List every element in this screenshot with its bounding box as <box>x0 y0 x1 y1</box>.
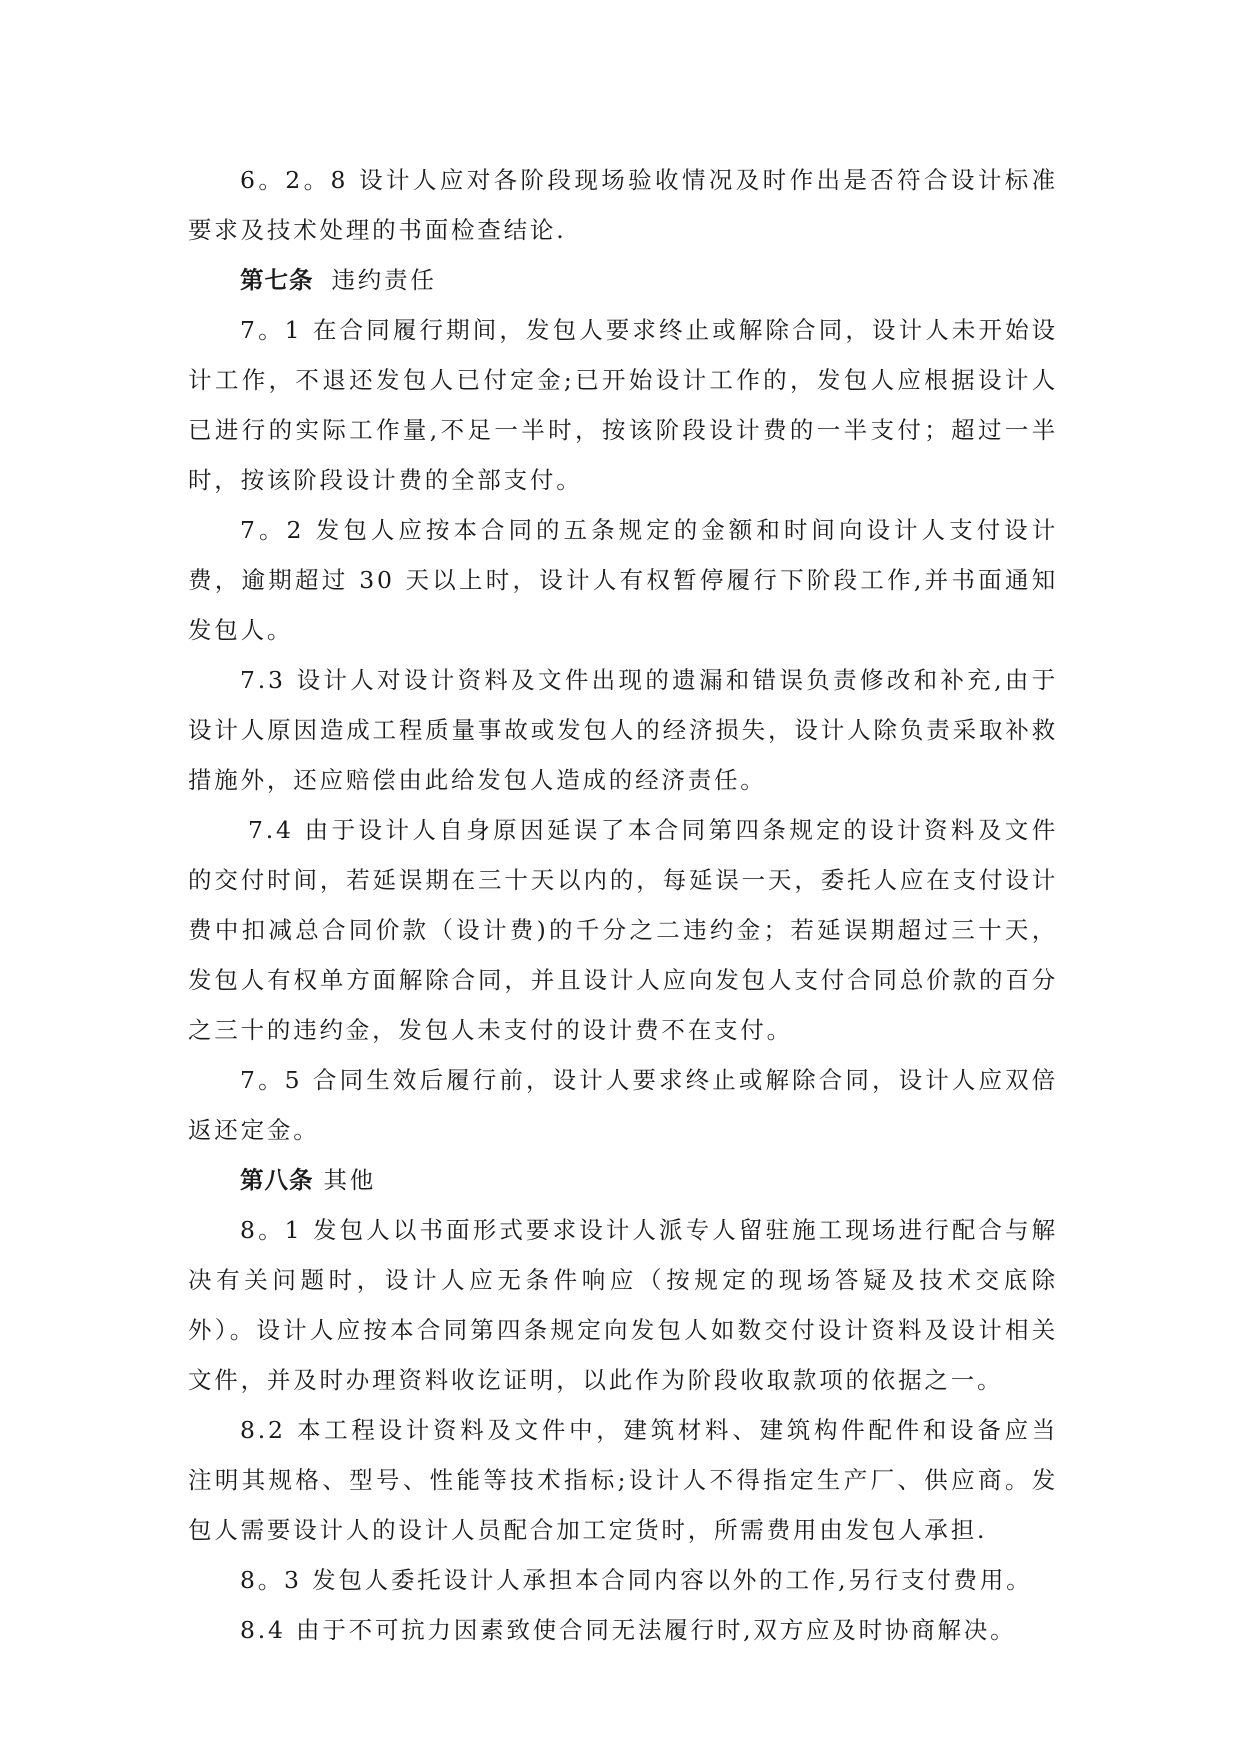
article-8-heading <box>188 1155 1058 1205</box>
clause-8-2: 8.2 本工程设计资料及文件中，建筑材料、建筑构件配件和设备应当注明其规格、型号、性能等技术指标;设计人不得指定生产厂、供应商。发包人需要设计人的设计人员配合加工定货时，所需费用由发包人承担. <box>188 1416 1058 1544</box>
clause-7-2: 7。2 发包人应按本合同的五条规定的金额和时间向设计人支付设计费，逾期超过 30 天以上时，设计人有权暂停履行下阶段工作,并书面通知发包人。 <box>188 516 1058 644</box>
clause-7-4: 7.4 由于设计人自身原因延误了本合同第四条规定的设计资料及文件的交付时间，若延误期在三十天以内的，每延误一天，委托人应在支付设计费中扣减总合同价款（设计费)的千分之二违约金；若延误期超过三十天，发包人有权单方面解除合同，并且设计人应向发包人支付合同总价款的百分之三十的违约金，发包人未支付的设计费不在支付。 <box>188 816 1058 1044</box>
clause-7-1: 7。1 在合同履行期间，发包人要求终止或解除合同，设计人未开始设计工作，不退还发包人已付定金;已开始设计工作的，发包人应根据设计人已进行的实际工作量,不足一半时，按该阶段设计费的一半支付；超过一半时，按该阶段设计费的全部支付。 <box>188 316 1058 494</box>
clause-8-1: 8。1 发包人以书面形式要求设计人派专人留驻施工现场进行配合与解决有关问题时，设计人应无条件响应（按规定的现场答疑及技术交底除外）。设计人应按本合同第四条规定向发包人如数交付设计资料及设计相关文件，并及时办理资料收讫证明，以此作为阶段收取款项的依据之一。 <box>188 1216 1058 1394</box>
article-7-title: 违约责任 <box>331 266 437 294</box>
document-page <box>188 155 1058 1655</box>
article-8-number: 第八条 <box>240 1166 314 1194</box>
clause-8-4: 8.4 由于不可抗力因素致使合同无法履行时,双方应及时协商解决。 <box>240 1616 1017 1644</box>
clause-6-2-8: 6。2。8 设计人应对各阶段现场验收情况及时作出是否符合设计标准要求及技术处理的书面检查结论. <box>188 166 1058 244</box>
article-7-number: 第七条 <box>240 266 314 294</box>
clause-7-3: 7.3 设计人对设计资料及文件出现的遗漏和错误负责修改和补充,由于设计人原因造成工程质量事故或发包人的经济损失，设计人除负责采取补救措施外，还应赔偿由此给发包人造成的经济责任。 <box>188 666 1058 794</box>
clause-8-3: 8。3 发包人委托设计人承担本合同内容以外的工作,另行支付费用。 <box>240 1566 1033 1594</box>
clause-7-5: 7。5 合同生效后履行前，设计人要求终止或解除合同，设计人应双倍返还定金。 <box>188 1066 1058 1144</box>
article-8-title: 其他 <box>323 1166 377 1194</box>
article-7-heading <box>188 255 1058 305</box>
